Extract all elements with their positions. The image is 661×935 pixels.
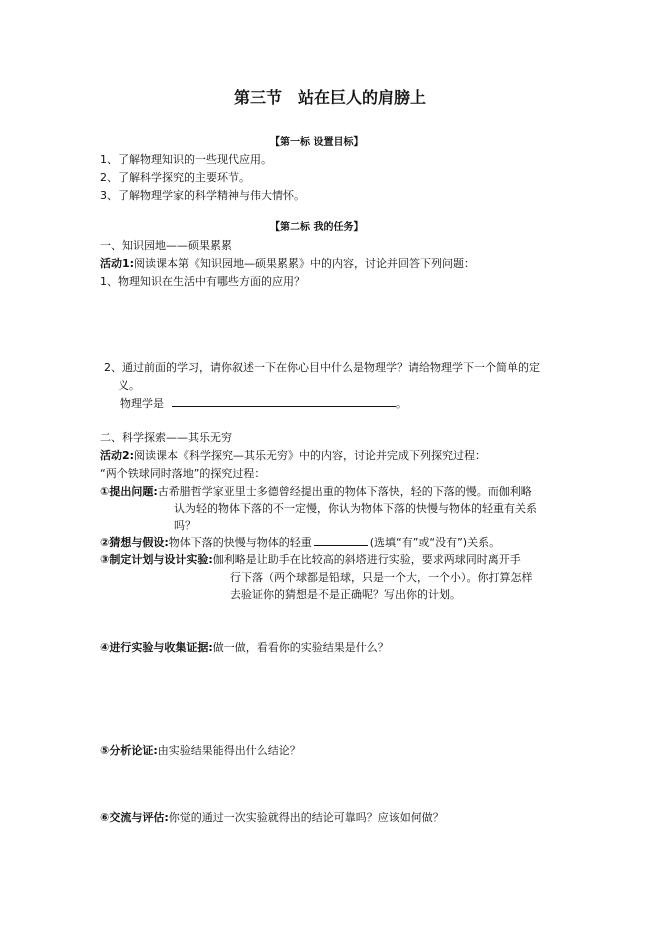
step5-line bbox=[100, 743, 301, 758]
definition-answer-blank[interactable] bbox=[172, 406, 396, 407]
activity1-line bbox=[100, 256, 475, 271]
step2-prefix: 物体下落的快慢与物体的轻重 bbox=[168, 536, 312, 549]
part2-title: 二、科学探索——其乐无穷 bbox=[100, 431, 232, 444]
step2-line bbox=[100, 535, 500, 550]
step6-line bbox=[100, 810, 444, 825]
activity2-line bbox=[100, 448, 486, 463]
page-title: 第三节 站在巨人的肩膀上 bbox=[234, 88, 427, 107]
question-1: 1、物理知识在生活中有哪些方面的应用？ bbox=[100, 275, 305, 288]
activity1-text: 阅读课本第《知识园地—硕果累累》中的内容，讨论并回答下列问题： bbox=[134, 257, 476, 270]
step4-label: ④进行实验与收集证据: bbox=[100, 641, 213, 654]
part1-title: 一、知识园地——硕果累累 bbox=[100, 239, 232, 252]
step1-text-1: 古希腊哲学家亚里士多德曾经提出重的物体下落快，轻的下落的慢。而伽利略 bbox=[157, 485, 532, 498]
physics-definition-line bbox=[120, 396, 407, 411]
step3-line1 bbox=[100, 552, 521, 567]
section-heading-goals: 【第一标 设置目标】 bbox=[270, 137, 364, 148]
step4-line bbox=[100, 640, 389, 655]
definition-suffix: 。 bbox=[396, 397, 407, 410]
definition-prefix: 物理学是 bbox=[120, 397, 164, 410]
step3-line3: 去验证你的猜想是不是正确呢？写出你的计划。 bbox=[230, 588, 461, 601]
step1-line2: 认为轻的物体下落的不一定慢，你认为物体下落的快慢与物体的轻重有关系 bbox=[174, 502, 537, 515]
activity2-text: 阅读课本《科学探究—其乐无穷》中的内容，讨论并完成下列探究过程： bbox=[134, 449, 487, 462]
step5-label: ⑤分析论证: bbox=[100, 744, 158, 757]
step3-line2: 行下落（两个球都是铅球，只是一个大，一个小）。你打算怎样 bbox=[230, 571, 533, 584]
goal-item-3: 3、了解物理学家的科学精神与伟大情怀。 bbox=[100, 189, 305, 202]
step1-label: ①提出问题: bbox=[100, 485, 158, 498]
step2-answer-blank[interactable] bbox=[314, 545, 368, 546]
step5-text: 由实验结果能得出什么结论？ bbox=[157, 744, 301, 757]
activity1-label: 活动1: bbox=[100, 257, 135, 270]
step6-text: 你觉的通过一次实验就得出的结论可靠吗？应该如何做？ bbox=[168, 811, 444, 824]
activity2-label: 活动2: bbox=[100, 449, 135, 462]
step3-label: ③制定计划与设计实验: bbox=[100, 553, 213, 566]
inquiry-title: “两个铁球同时落地”的探究过程： bbox=[100, 467, 266, 480]
question-2-line1: 2、通过前面的学习，请你叙述一下在你心目中什么是物理学？请给物理学下一个简单的定 bbox=[104, 361, 540, 374]
step3-text-1: 伽利略是让助手在比较高的斜塔进行实验，要求两球同时离开手 bbox=[212, 553, 521, 566]
goal-item-2: 2、了解科学探究的主要环节。 bbox=[100, 171, 250, 184]
goal-item-1: 1、了解物理知识的一些现代应用。 bbox=[100, 153, 272, 166]
step2-label: ②猜想与假设: bbox=[100, 536, 169, 549]
section-heading-tasks: 【第二标 我的任务】 bbox=[270, 222, 364, 233]
step4-text: 做一做，看看你的实验结果是什么？ bbox=[212, 641, 389, 654]
step2-suffix: (选填“有”或“没有”)关系。 bbox=[369, 536, 501, 549]
question-2-line2: 义。 bbox=[118, 379, 140, 392]
step6-label: ⑥交流与评估: bbox=[100, 811, 169, 824]
step1-line3: 吗？ bbox=[174, 519, 196, 532]
step1-line1 bbox=[100, 484, 532, 499]
